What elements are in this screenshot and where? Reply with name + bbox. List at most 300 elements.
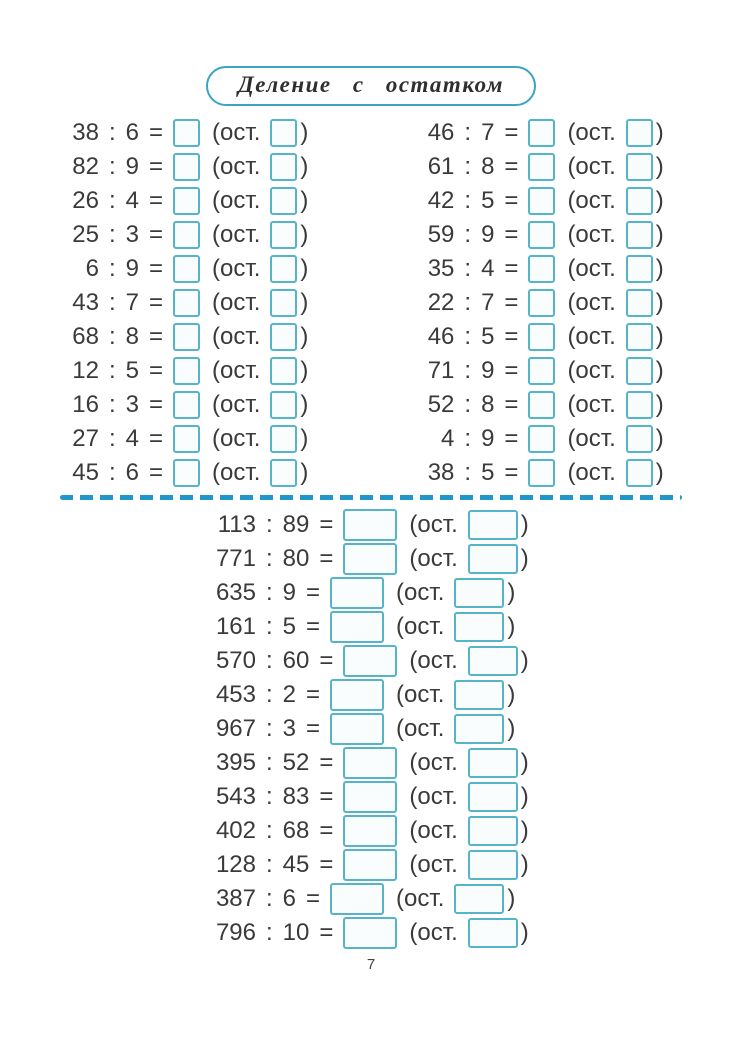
dividend: 82 — [72, 153, 99, 180]
divisor: 4 — [125, 187, 140, 214]
close-paren: ) — [655, 289, 664, 316]
division-colon: : — [464, 425, 472, 452]
dividend: 635 — [215, 579, 256, 606]
close-paren: ) — [300, 425, 309, 452]
equals-sign: = — [319, 919, 334, 946]
division-colon: : — [266, 613, 273, 640]
title-wrap — [0, 0, 742, 106]
equals-sign: = — [504, 459, 519, 486]
remainder-answer-box[interactable] — [468, 646, 518, 676]
close-paren: ) — [655, 391, 664, 418]
close-paren: ) — [655, 187, 664, 214]
problem-row — [420, 354, 663, 388]
divisor: 8 — [481, 391, 495, 418]
quotient-answer-box[interactable] — [343, 543, 397, 575]
close-paren: ) — [507, 579, 516, 606]
quotient-answer-box[interactable] — [173, 459, 200, 487]
remainder-answer-box[interactable] — [454, 714, 504, 744]
division-colon: : — [109, 187, 116, 214]
quotient-answer-box[interactable] — [173, 255, 200, 283]
problem-row — [65, 456, 308, 490]
division-colon: : — [109, 289, 116, 316]
problem-row — [420, 218, 663, 252]
divisor: 9 — [125, 255, 140, 282]
quotient-answer-box[interactable] — [330, 679, 384, 711]
remainder-label: (ост. — [567, 187, 616, 214]
quotient-answer-box[interactable] — [173, 187, 200, 215]
close-paren: ) — [655, 459, 664, 486]
division-colon: : — [266, 783, 273, 810]
quotient-answer-box[interactable] — [173, 357, 200, 385]
divisor: 6 — [125, 119, 140, 146]
problem-row — [210, 814, 742, 848]
dividend: 46 — [427, 119, 455, 146]
equals-sign: = — [149, 153, 164, 180]
remainder-answer-box[interactable] — [626, 459, 653, 487]
equals-sign: = — [504, 187, 519, 214]
equals-sign: = — [306, 579, 321, 606]
division-colon: : — [266, 919, 273, 946]
page-number: 7 — [366, 956, 376, 973]
quotient-answer-box[interactable] — [528, 459, 555, 487]
remainder-answer-box[interactable] — [270, 425, 297, 453]
quotient-answer-box[interactable] — [173, 153, 200, 181]
quotient-answer-box[interactable] — [528, 255, 555, 283]
division-colon: : — [109, 221, 116, 248]
close-paren: ) — [507, 681, 516, 708]
remainder-label: (ост. — [212, 289, 261, 316]
problem-row — [210, 746, 742, 780]
equals-sign: = — [504, 255, 519, 282]
remainder-answer-box[interactable] — [468, 748, 518, 778]
remainder-label: (ост. — [212, 357, 261, 384]
close-paren: ) — [520, 783, 529, 810]
problem-row — [65, 320, 308, 354]
division-colon: : — [266, 885, 273, 912]
divisor: 52 — [282, 749, 310, 776]
dividend: 6 — [85, 255, 99, 282]
quotient-answer-box[interactable] — [343, 849, 397, 881]
problem-row — [420, 320, 663, 354]
division-colon: : — [266, 851, 273, 878]
remainder-label: (ост. — [212, 459, 261, 486]
remainder-answer-box[interactable] — [468, 782, 518, 812]
equals-sign: = — [149, 357, 164, 384]
remainder-label: (ост. — [409, 647, 458, 674]
problem-row — [65, 150, 308, 184]
dividend: 16 — [72, 391, 99, 418]
quotient-answer-box[interactable] — [528, 289, 555, 317]
quotient-answer-box[interactable] — [343, 747, 397, 779]
close-paren: ) — [507, 613, 516, 640]
quotient-answer-box[interactable] — [343, 815, 397, 847]
equals-sign: = — [319, 647, 334, 674]
remainder-answer-box[interactable] — [468, 544, 518, 574]
divisor: 6 — [282, 885, 297, 912]
equals-sign: = — [319, 817, 334, 844]
equals-sign: = — [504, 425, 519, 452]
equals-sign: = — [306, 613, 321, 640]
divisor: 45 — [282, 851, 310, 878]
divisor: 60 — [282, 647, 310, 674]
dividend: 12 — [72, 357, 99, 384]
remainder-answer-box[interactable] — [270, 357, 297, 385]
remainder-label: (ост. — [567, 255, 616, 282]
equals-sign: = — [504, 289, 519, 316]
division-colon: : — [464, 289, 472, 316]
remainder-label: (ост. — [409, 749, 458, 776]
close-paren: ) — [300, 459, 309, 486]
dividend: 38 — [427, 459, 455, 486]
remainder-answer-box[interactable] — [270, 323, 297, 351]
remainder-label: (ост. — [396, 681, 445, 708]
page-title: Деление с остатком — [206, 66, 536, 106]
equals-sign: = — [504, 391, 519, 418]
equals-sign: = — [504, 357, 519, 384]
remainder-label: (ост. — [212, 391, 261, 418]
dividend: 71 — [427, 357, 455, 384]
problem-row — [420, 252, 663, 286]
dividend: 453 — [215, 681, 256, 708]
equals-sign: = — [149, 459, 164, 486]
close-paren: ) — [655, 153, 664, 180]
problem-row — [420, 116, 663, 150]
quotient-answer-box[interactable] — [528, 357, 555, 385]
divisor: 3 — [282, 715, 297, 742]
division-colon: : — [266, 647, 273, 674]
dividend: 161 — [215, 613, 256, 640]
problem-row — [65, 218, 308, 252]
remainder-label: (ост. — [567, 323, 616, 350]
remainder-answer-box[interactable] — [270, 119, 297, 147]
remainder-answer-box[interactable] — [270, 153, 297, 181]
division-colon: : — [266, 579, 273, 606]
divisor: 3 — [125, 221, 140, 248]
divisor: 83 — [282, 783, 310, 810]
remainder-answer-box[interactable] — [626, 323, 653, 351]
remainder-answer-box[interactable] — [270, 289, 297, 317]
division-colon: : — [109, 119, 116, 146]
remainder-label: (ост. — [212, 425, 261, 452]
remainder-answer-box[interactable] — [626, 187, 653, 215]
remainder-label: (ост. — [567, 289, 616, 316]
quotient-answer-box[interactable] — [528, 153, 555, 181]
quotient-answer-box[interactable] — [173, 119, 200, 147]
remainder-label: (ост. — [409, 783, 458, 810]
equals-sign: = — [319, 511, 334, 538]
division-colon: : — [464, 255, 472, 282]
divisor: 9 — [481, 221, 495, 248]
close-paren: ) — [520, 919, 529, 946]
dividend: 128 — [215, 851, 256, 878]
equals-sign: = — [149, 187, 164, 214]
quotient-answer-box[interactable] — [173, 323, 200, 351]
remainder-label: (ост. — [567, 357, 616, 384]
division-colon: : — [464, 323, 472, 350]
divisor: 4 — [481, 255, 495, 282]
division-colon: : — [109, 425, 116, 452]
remainder-answer-box[interactable] — [454, 680, 504, 710]
dividend: 570 — [215, 647, 256, 674]
dividend: 59 — [427, 221, 455, 248]
division-colon: : — [266, 681, 273, 708]
equals-sign: = — [319, 783, 334, 810]
bottom-problems-section — [0, 508, 742, 950]
problem-row — [210, 542, 742, 576]
close-paren: ) — [655, 221, 664, 248]
remainder-answer-box[interactable] — [270, 255, 297, 283]
division-colon: : — [464, 221, 472, 248]
equals-sign: = — [149, 221, 164, 248]
dividend: 43 — [72, 289, 99, 316]
quotient-answer-box[interactable] — [343, 917, 397, 949]
division-colon: : — [464, 153, 472, 180]
close-paren: ) — [300, 221, 309, 248]
problem-row — [420, 422, 663, 456]
equals-sign: = — [504, 221, 519, 248]
dividend: 4 — [441, 425, 455, 452]
close-paren: ) — [300, 255, 309, 282]
close-paren: ) — [300, 289, 309, 316]
divisor: 68 — [282, 817, 310, 844]
divisor: 2 — [282, 681, 297, 708]
problem-row — [420, 286, 663, 320]
division-colon: : — [109, 323, 116, 350]
dividend: 42 — [427, 187, 455, 214]
problem-row — [65, 116, 308, 150]
close-paren: ) — [520, 851, 529, 878]
close-paren: ) — [655, 323, 664, 350]
remainder-answer-box[interactable] — [626, 119, 653, 147]
divisor: 5 — [282, 613, 297, 640]
problem-row — [210, 848, 742, 882]
remainder-label: (ост. — [567, 119, 616, 146]
remainder-label: (ост. — [409, 851, 458, 878]
dividend: 771 — [215, 545, 256, 572]
remainder-label: (ост. — [567, 153, 616, 180]
quotient-answer-box[interactable] — [330, 611, 384, 643]
division-colon: : — [464, 119, 472, 146]
remainder-answer-box[interactable] — [270, 187, 297, 215]
close-paren: ) — [520, 647, 529, 674]
equals-sign: = — [149, 323, 164, 350]
dividend: 25 — [72, 221, 99, 248]
divisor: 9 — [481, 357, 495, 384]
close-paren: ) — [655, 255, 664, 282]
remainder-label: (ост. — [396, 885, 445, 912]
close-paren: ) — [300, 119, 309, 146]
close-paren: ) — [300, 153, 309, 180]
divisor: 80 — [282, 545, 310, 572]
remainder-label: (ост. — [212, 323, 261, 350]
quotient-answer-box[interactable] — [330, 577, 384, 609]
quotient-answer-box[interactable] — [330, 713, 384, 745]
division-colon: : — [266, 715, 273, 742]
equals-sign: = — [306, 681, 321, 708]
close-paren: ) — [507, 715, 516, 742]
problem-row — [65, 422, 308, 456]
quotient-answer-box[interactable] — [343, 645, 397, 677]
remainder-answer-box[interactable] — [626, 391, 653, 419]
remainder-answer-box[interactable] — [454, 612, 504, 642]
close-paren: ) — [520, 545, 529, 572]
close-paren: ) — [655, 357, 664, 384]
divisor: 5 — [481, 323, 495, 350]
remainder-answer-box[interactable] — [626, 255, 653, 283]
close-paren: ) — [520, 511, 529, 538]
equals-sign: = — [504, 119, 519, 146]
division-colon: : — [464, 391, 472, 418]
division-colon: : — [109, 357, 116, 384]
divisor: 10 — [282, 919, 310, 946]
dividend: 796 — [215, 919, 256, 946]
close-paren: ) — [300, 187, 309, 214]
equals-sign: = — [306, 715, 321, 742]
quotient-answer-box[interactable] — [330, 883, 384, 915]
divisor: 7 — [481, 119, 495, 146]
remainder-label: (ост. — [567, 391, 616, 418]
dividend: 61 — [427, 153, 455, 180]
divisor: 5 — [481, 459, 495, 486]
dividend: 22 — [427, 289, 455, 316]
quotient-answer-box[interactable] — [173, 289, 200, 317]
division-colon: : — [266, 511, 273, 538]
remainder-answer-box[interactable] — [626, 357, 653, 385]
dividend: 402 — [215, 817, 256, 844]
remainder-label: (ост. — [212, 255, 261, 282]
equals-sign: = — [319, 851, 334, 878]
equals-sign: = — [504, 323, 519, 350]
remainder-answer-box[interactable] — [270, 221, 297, 249]
division-colon: : — [464, 187, 472, 214]
division-colon: : — [109, 153, 116, 180]
quotient-answer-box[interactable] — [173, 425, 200, 453]
remainder-label: (ост. — [409, 511, 458, 538]
close-paren: ) — [520, 817, 529, 844]
close-paren: ) — [655, 119, 664, 146]
quotient-answer-box[interactable] — [528, 425, 555, 453]
close-paren: ) — [520, 749, 529, 776]
dividend: 26 — [72, 187, 99, 214]
problem-row — [210, 610, 742, 644]
remainder-answer-box[interactable] — [468, 510, 518, 540]
dividend: 45 — [72, 459, 99, 486]
quotient-answer-box[interactable] — [528, 187, 555, 215]
division-colon: : — [464, 459, 472, 486]
remainder-answer-box[interactable] — [626, 425, 653, 453]
problem-row — [420, 388, 663, 422]
remainder-label: (ост. — [409, 919, 458, 946]
equals-sign: = — [149, 119, 164, 146]
remainder-answer-box[interactable] — [626, 153, 653, 181]
dividend: 52 — [427, 391, 455, 418]
equals-sign: = — [319, 545, 334, 572]
close-paren: ) — [300, 391, 309, 418]
divisor: 9 — [481, 425, 495, 452]
quotient-answer-box[interactable] — [528, 119, 555, 147]
top-right-column — [420, 116, 663, 490]
equals-sign: = — [149, 391, 164, 418]
equals-sign: = — [149, 289, 164, 316]
problem-row — [65, 354, 308, 388]
quotient-answer-box[interactable] — [173, 221, 200, 249]
dividend: 395 — [215, 749, 256, 776]
divisor: 7 — [481, 289, 495, 316]
divisor: 5 — [125, 357, 140, 384]
remainder-answer-box[interactable] — [468, 816, 518, 846]
problem-row — [65, 286, 308, 320]
remainder-answer-box[interactable] — [626, 289, 653, 317]
quotient-answer-box[interactable] — [343, 509, 397, 541]
close-paren: ) — [507, 885, 516, 912]
remainder-answer-box[interactable] — [626, 221, 653, 249]
problem-row — [420, 150, 663, 184]
division-colon: : — [109, 459, 116, 486]
dividend: 46 — [427, 323, 455, 350]
remainder-answer-box[interactable] — [468, 918, 518, 948]
divisor: 89 — [282, 511, 310, 538]
problem-row — [210, 780, 742, 814]
division-colon: : — [266, 749, 273, 776]
division-colon: : — [109, 391, 116, 418]
remainder-answer-box[interactable] — [454, 578, 504, 608]
equals-sign: = — [504, 153, 519, 180]
remainder-label: (ост. — [396, 715, 445, 742]
quotient-answer-box[interactable] — [173, 391, 200, 419]
remainder-label: (ост. — [567, 425, 616, 452]
dividend: 27 — [72, 425, 99, 452]
dividend: 38 — [72, 119, 99, 146]
dividend: 387 — [215, 885, 256, 912]
problem-row — [210, 576, 742, 610]
problem-row — [420, 456, 663, 490]
problem-row — [210, 882, 742, 916]
quotient-answer-box[interactable] — [528, 391, 555, 419]
remainder-label: (ост. — [212, 187, 261, 214]
divisor: 4 — [125, 425, 140, 452]
remainder-answer-box[interactable] — [270, 459, 297, 487]
problem-row — [210, 508, 742, 542]
divisor: 9 — [282, 579, 297, 606]
problem-row — [210, 644, 742, 678]
remainder-answer-box[interactable] — [270, 391, 297, 419]
division-colon: : — [266, 817, 273, 844]
remainder-label: (ост. — [409, 817, 458, 844]
divisor: 3 — [125, 391, 140, 418]
quotient-answer-box[interactable] — [343, 781, 397, 813]
equals-sign: = — [319, 749, 334, 776]
divisor: 6 — [125, 459, 140, 486]
top-left-column — [65, 116, 308, 490]
dividend: 543 — [215, 783, 256, 810]
problem-row — [420, 184, 663, 218]
close-paren: ) — [655, 425, 664, 452]
remainder-answer-box[interactable] — [454, 884, 504, 914]
quotient-answer-box[interactable] — [528, 221, 555, 249]
close-paren: ) — [300, 357, 309, 384]
divisor: 9 — [125, 153, 140, 180]
problem-row — [210, 916, 742, 950]
division-colon: : — [464, 357, 472, 384]
remainder-label: (ост. — [212, 119, 261, 146]
division-colon: : — [109, 255, 116, 282]
remainder-label: (ост. — [212, 153, 261, 180]
divisor: 8 — [125, 323, 140, 350]
remainder-label: (ост. — [396, 579, 445, 606]
quotient-answer-box[interactable] — [528, 323, 555, 351]
remainder-answer-box[interactable] — [468, 850, 518, 880]
dividend: 68 — [72, 323, 99, 350]
